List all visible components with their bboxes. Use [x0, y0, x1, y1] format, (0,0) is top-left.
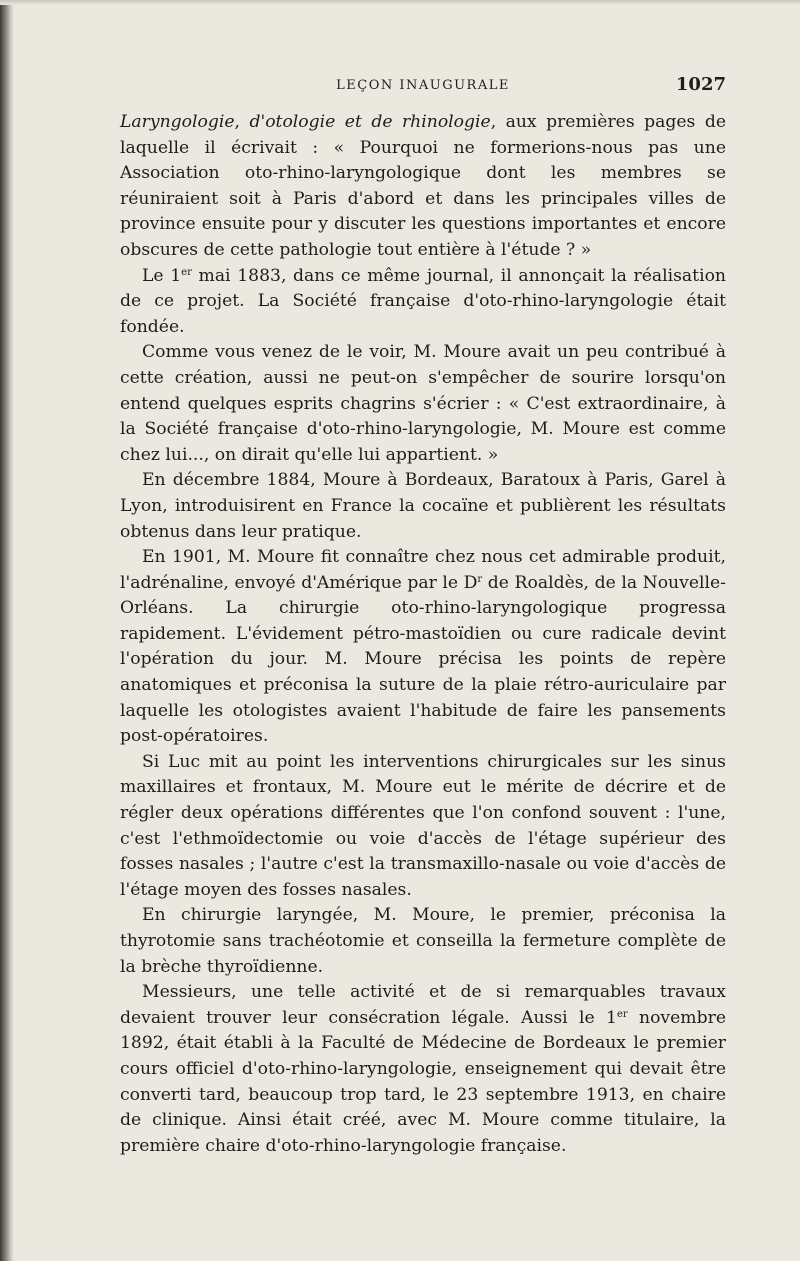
- italic-text: Laryngologie: [120, 112, 235, 132]
- text-run: de Roaldès, de la Nouvelle-Orléans. La chirurgie oto-rhino-laryngologique progressa rapidement. L'évidement pétro-mastoïdien ou cure radicale devint l'opération du jour. M. Moure précisa les points de repère anatomiques et préconisa la suture de la plaie rétro-auriculaire par laquelle les otologistes avaient l'habitude de faire les pansements post-opératoires.: [120, 572, 726, 747]
- paragraph-p5: [120, 545, 726, 750]
- paragraph-p8: [120, 980, 726, 1159]
- text-run: Si Luc mit au point les interventions chirurgicales sur les sinus maxillaires et frontaux, M. Moure eut le mérite de décrire et de régler deux opérations différentes que l'on confond souvent : l'une, c'est l'ethmoïdectomie ou voie d'accès de l'étage supérieur des fosses nasales ; l'autre c'est la transmaxillo-nasale ou voie d'accès de l'étage moyen des fosses nasales.: [120, 751, 726, 900]
- text-run: En chirurgie laryngée, M. Moure, le premier, préconisa la thyrotomie sans trachéotomie et conseilla la fermeture complète de la brèche thyroïdienne.: [120, 905, 726, 977]
- text-run: En décembre 1884, Moure à Bordeaux, Baratoux à Paris, Garel à Lyon, introduisirent en France la cocaïne et publièrent les résultats obtenus dans leur pratique.: [120, 470, 726, 542]
- text-run: Comme vous venez de le voir, M. Moure avait un peu contribué à cette création, aussi ne peut-on s'empêcher de sourire lorsqu'on entend quelques esprits chagrins s'écrier : « C'est extraordinaire, à la Société française d'oto-rhino-laryngologie, M. Moure est comme chez lui..., on dirait qu'elle lui appartient. »: [120, 342, 726, 465]
- paragraph-p3: [120, 340, 726, 468]
- text-run: Messieurs, une telle activité et de si remarquables travaux devaient trouver leur consécration légale. Aussi le 1: [120, 982, 726, 1028]
- superscript: er: [616, 1008, 628, 1020]
- book-page: [120, 74, 726, 1159]
- running-title: LEÇON INAUGURALE: [336, 78, 510, 93]
- page-number: 1027: [675, 74, 726, 95]
- scan-top-edge: [0, 0, 800, 5]
- running-head: [120, 74, 726, 100]
- text-run: mai 1883, dans ce même journal, il annonçait la réalisation de ce projet. La Société française d'oto-rhino-laryngologie était fondée.: [120, 265, 726, 337]
- scan-binding-edge: [0, 0, 14, 1261]
- text-run: ,: [234, 112, 250, 132]
- text-run: , aux premières pages de laquelle il écrivait : « Pourquoi ne formerions-nous pas une Association oto-rhino-laryngologique dont les membres se réuniraient soit à Paris d'abord et dans les principales villes de province ensuite pour y discuter les questions importantes et encore obscures de cette pathologie tout entière à l'étude ? »: [120, 112, 727, 260]
- text-run: En 1901, M. Moure fit connaître chez nous cet admirable produit, l'adrénaline, envoyé d'Amérique par le D: [120, 547, 726, 593]
- paragraph-p2: [120, 264, 726, 341]
- italic-text: d'otologie et de rhinologie: [249, 112, 491, 132]
- superscript: r: [477, 573, 483, 585]
- text-run: novembre 1892, était établi à la Faculté de Médecine de Bordeaux le premier cours officiel d'oto-rhino-laryngologie, enseignement qui devait être converti tard, beaucoup trop tard, le 23 septembre 1913, en chaire de clinique. Ainsi était créé, avec M. Moure comme titulaire, la première chaire d'oto-rhino-laryngologie française.: [120, 1007, 726, 1156]
- paragraph-p7: [120, 903, 726, 980]
- paragraph-p1: [120, 110, 726, 264]
- text-run: Le 1: [142, 265, 182, 286]
- body-text: [120, 110, 726, 1159]
- paragraph-p6: [120, 750, 726, 904]
- paragraph-p4: [120, 468, 726, 545]
- superscript: er: [181, 266, 192, 278]
